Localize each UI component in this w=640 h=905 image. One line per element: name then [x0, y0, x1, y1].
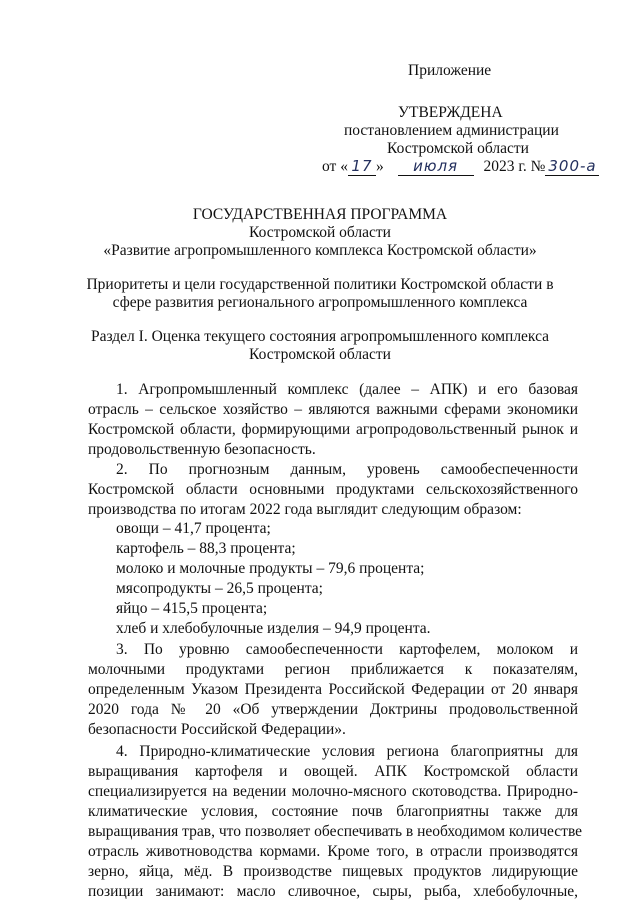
- program-region: Костромской области: [249, 224, 391, 241]
- paragraph-4-line: специализируется на ведении молочно-мясного скотоводства. Природно-: [88, 783, 578, 800]
- date-mid: »: [375, 158, 384, 175]
- paragraph-4-line: зерно, яйца, мёд. В производстве пищевых продуктов лидирующие: [88, 863, 578, 880]
- paragraph-3-line: определенным Указом Президента Российской Федерации от 20 января: [88, 681, 578, 698]
- date-month-handwritten: июля: [398, 157, 474, 176]
- program-title: ГОСУДАРСТВЕННАЯ ПРОГРАММА: [192, 206, 448, 223]
- decree-line-2: Костромской области: [387, 140, 529, 157]
- paragraph-3-line: 3. По уровню самообеспеченности картофелем, молоком и: [116, 641, 578, 658]
- paragraph-4-line: позиции занимают: масло сливочное, сыры, рыба, хлебобулочные,: [88, 883, 578, 900]
- section-heading-line-1: Раздел I. Оценка текущего состояния агропромышленного комплекса: [90, 328, 550, 345]
- list-item: хлеб и хлебобулочные изделия – 94,9 процента.: [116, 620, 431, 637]
- program-name: «Развитие агропромышленного комплекса Костромской области»: [103, 242, 537, 259]
- list-item: картофель – 88,3 процента;: [116, 540, 296, 557]
- paragraph-1-line: отрасль – сельское хозяйство – являются важными сферами экономики: [88, 401, 578, 418]
- date-year: 2023 г. №: [483, 158, 546, 175]
- paragraph-4-line: выращивания картофеля и овощей. АПК Костромской области: [88, 763, 578, 780]
- section-heading-line-2: Костромской области: [249, 346, 391, 363]
- paragraph-4-line: выращивания трав, что позволяет обеспечивать в необходимом количестве: [88, 823, 583, 840]
- paragraph-2-line: производства по итогам 2022 года выглядит следующим образом:: [88, 501, 522, 518]
- priorities-heading-line-1: Приоритеты и цели государственной политики Костромской области в: [86, 276, 554, 293]
- decree-date-line: [322, 157, 599, 176]
- paragraph-3-line: 2020 года № 20 «Об утверждении Доктрины продовольственной: [88, 701, 578, 718]
- list-item: яйцо – 415,5 процента;: [116, 600, 268, 617]
- paragraph-2-line: Костромской области основными продуктами сельскохозяйственного: [88, 481, 578, 498]
- appendix-label: Приложение: [408, 62, 492, 79]
- date-prefix: от «: [322, 158, 348, 175]
- paragraph-1-line: 1. Агропромышленный комплекс (далее – АПК) и его базовая: [116, 381, 578, 398]
- paragraph-4-line: 4. Природно-климатические условия региона благоприятны для: [116, 743, 578, 760]
- list-item: мясопродукты – 26,5 процента;: [116, 580, 323, 597]
- paragraph-1-line: продовольственную безопасность.: [88, 441, 316, 458]
- paragraph-4-line: климатические условия, состояние почв благоприятны также для: [88, 803, 578, 820]
- priorities-heading-line-2: сфере развития регионального агропромышленного комплекса: [112, 294, 528, 311]
- approved-label: УТВЕРЖДЕНА: [398, 104, 503, 121]
- paragraph-3-line: молочными продуктами регион приближается к показателям,: [88, 661, 578, 678]
- paragraph-1-line: Костромской области, формирующими агропродовольственный рынок и: [88, 421, 578, 438]
- decree-number-handwritten: 300-а: [545, 157, 599, 176]
- paragraph-2-line: 2. По прогнозным данным, уровень самообеспеченности: [116, 461, 578, 478]
- list-item: молоко и молочные продукты – 79,6 процента;: [116, 560, 425, 577]
- list-item: овощи – 41,7 процента;: [116, 520, 271, 537]
- decree-line-1: постановлением администрации: [344, 122, 559, 139]
- paragraph-3-line: безопасности Российской Федерации».: [88, 721, 346, 738]
- date-day-handwritten: 17: [348, 157, 376, 176]
- paragraph-4-line: отрасль животноводства кормами. Кроме того, в отрасли производятся: [88, 843, 578, 860]
